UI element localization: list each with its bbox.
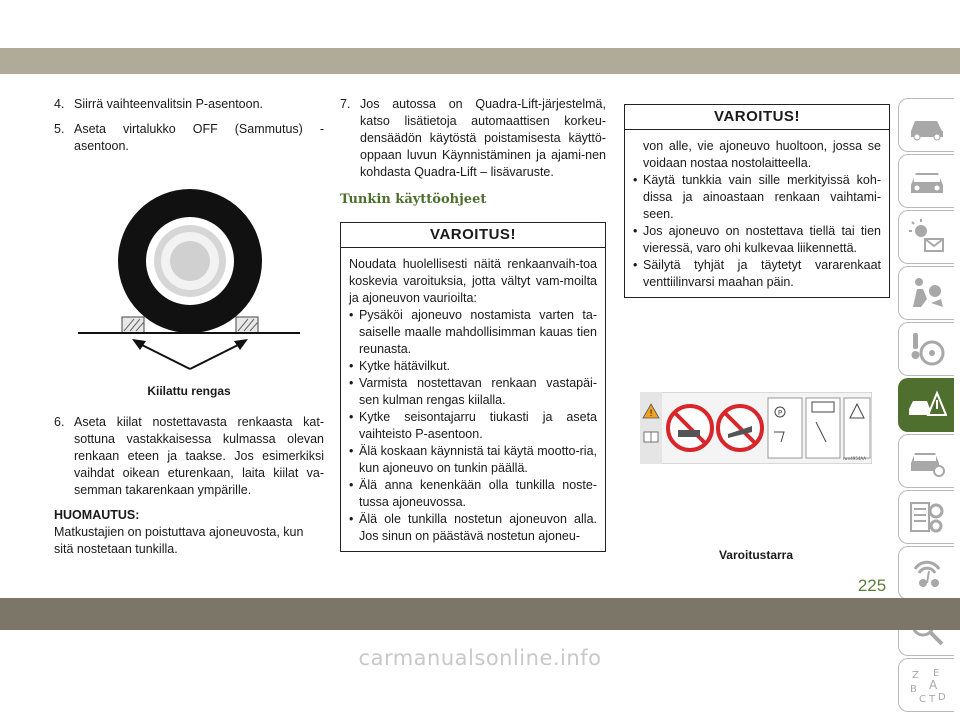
warning-bullet: • Älä ole tunkilla nostetun ajoneuvon alla. Jos sinun on päästävä nostetun ajoneu- — [349, 512, 597, 543]
warning-box-1 — [340, 222, 606, 552]
warning-box-2 — [624, 104, 890, 298]
svg-text:P: P — [777, 409, 783, 417]
warning-intro: Noudata huolellisesti näitä renkaanvaih-toa koskevia varoituksia, jotta vältyt vam-moilta ja ajoneuvon vaurioilta: — [349, 257, 597, 305]
warning-bullet: • Käytä tunkkia vain sille merkityissä koh-dissa ja ainoastaan renkaan vaihtami-seen. — [633, 173, 881, 221]
svg-text:A: A — [928, 678, 937, 692]
warning-bullet: • Älä koskaan käynnistä tai käytä mootto-ria, kun ajoneuvo on tunkin päällä. — [349, 444, 597, 475]
label-code: rwn4954AA — [842, 456, 866, 461]
tab-car-info[interactable] — [898, 98, 954, 152]
tab-multimedia[interactable] — [898, 546, 954, 600]
section-title: Tunkin käyttöohjeet — [340, 192, 487, 207]
tab-starting-driving[interactable] — [898, 322, 954, 376]
note-text: Matkustajien on poistuttava ajoneuvosta, kun sitä nostetaan tunkilla. — [54, 525, 304, 556]
warning-title: VAROITUS! — [625, 105, 889, 130]
step-5: 5. Aseta virtalukko OFF (Sammutus) -asentoon. — [54, 122, 324, 153]
warning-body — [625, 130, 889, 297]
chocked-tire-illustration — [54, 173, 324, 383]
warning-bullet: • Jos ajoneuvo on nostettava tiellä tai tien vieressä, varo ohi kulkevaa liikennettä. — [633, 224, 881, 255]
step-6: 6. Aseta kiilat nostettavasta renkaasta kat-sottuna vastakkaisessa kulmassa olevan renkaan eteen ja taakse. Jos esimerkiksi vaihdat oikean eturenkaan, laita kiilat va-semman takarenkaan ympärille. — [54, 415, 324, 497]
steering-key-icon — [907, 329, 947, 369]
svg-text:D: D — [937, 692, 946, 703]
tab-warning-lights[interactable] — [898, 210, 954, 264]
warning-bullet: • Kytke seisontajarru tiukasti ja aseta vaihteisto P-asentoon. — [349, 410, 597, 441]
warning-bullet: • Älä anna kenenkään olla tunkilla noste-tussa ajoneuvossa. — [349, 478, 597, 509]
warning-light-mail-icon — [907, 217, 947, 257]
warning-bullet: • Kytke hätävilkut. — [349, 359, 451, 373]
left-column — [54, 96, 324, 558]
watermark: carmanualsonline.info — [358, 646, 602, 670]
svg-text:T: T — [928, 694, 935, 705]
roadside-emergency-icon — [907, 385, 947, 425]
specifications-icon — [907, 497, 947, 537]
car-lights-icon — [907, 161, 947, 201]
step-7: 7. Jos autossa on Quadra-Lift-järjestelmä, katso lisätietoja automaattisen korkeu-densäädön käytöstä poistamisesta käyttö-oppaan luvun Käynnistäminen ja ajami-nen kohdasta Quadra-Lift – lisävaruste. — [340, 97, 606, 179]
header-bar — [0, 48, 960, 74]
warning-continuation: von alle, vie ajoneuvo huoltoon, jossa se voidaan nostaa nostolaitteella. — [643, 139, 881, 170]
warning-label-figure — [640, 392, 872, 464]
note-title: HUOMAUTUS: — [54, 508, 140, 522]
warning-label-image — [640, 392, 872, 464]
tab-servicing[interactable] — [898, 434, 954, 488]
svg-text:C: C — [918, 694, 926, 705]
svg-text:B: B — [909, 684, 917, 695]
middle-column — [340, 96, 606, 552]
svg-text:Z: Z — [911, 670, 919, 681]
warning-bullet: • Varmista nostettavan renkaan vastapäi-sen kulman rengas kiilalla. — [349, 376, 597, 407]
warning-title: VAROITUS! — [341, 223, 605, 248]
footer-bar — [0, 598, 960, 630]
warning-label-caption: Varoitustarra — [718, 548, 794, 562]
tab-safety[interactable] — [898, 266, 954, 320]
car-info-icon — [907, 105, 947, 145]
language-index-icon — [907, 665, 947, 705]
tab-car-lights[interactable] — [898, 154, 954, 208]
chocked-tire-figure — [54, 173, 324, 383]
svg-text:!: ! — [649, 409, 653, 419]
svg-text:E: E — [932, 668, 939, 679]
tab-in-case-of-emergency[interactable] — [898, 378, 954, 432]
warning-body — [341, 248, 605, 551]
tab-specifications[interactable] — [898, 490, 954, 544]
warning-bullet: • Pysäköi ajoneuvo nostamista varten ta-saiselle maalle mahdollisimman kauas tien reunasta. — [349, 308, 597, 356]
multimedia-icon — [907, 553, 947, 593]
step-4: 4. Siirrä vaihteenvalitsin P-asentoon. — [54, 97, 263, 111]
warning-bullet: • Säilytä tyhjät ja täytetyt vararenkaat venttiilinvarsi maahan päin. — [633, 258, 881, 289]
tire-figure-caption: Kiilattu rengas — [147, 384, 231, 398]
car-service-icon — [907, 441, 947, 481]
airbag-safety-icon — [907, 273, 947, 313]
right-column — [624, 104, 890, 298]
page-number: 225 — [857, 576, 887, 595]
